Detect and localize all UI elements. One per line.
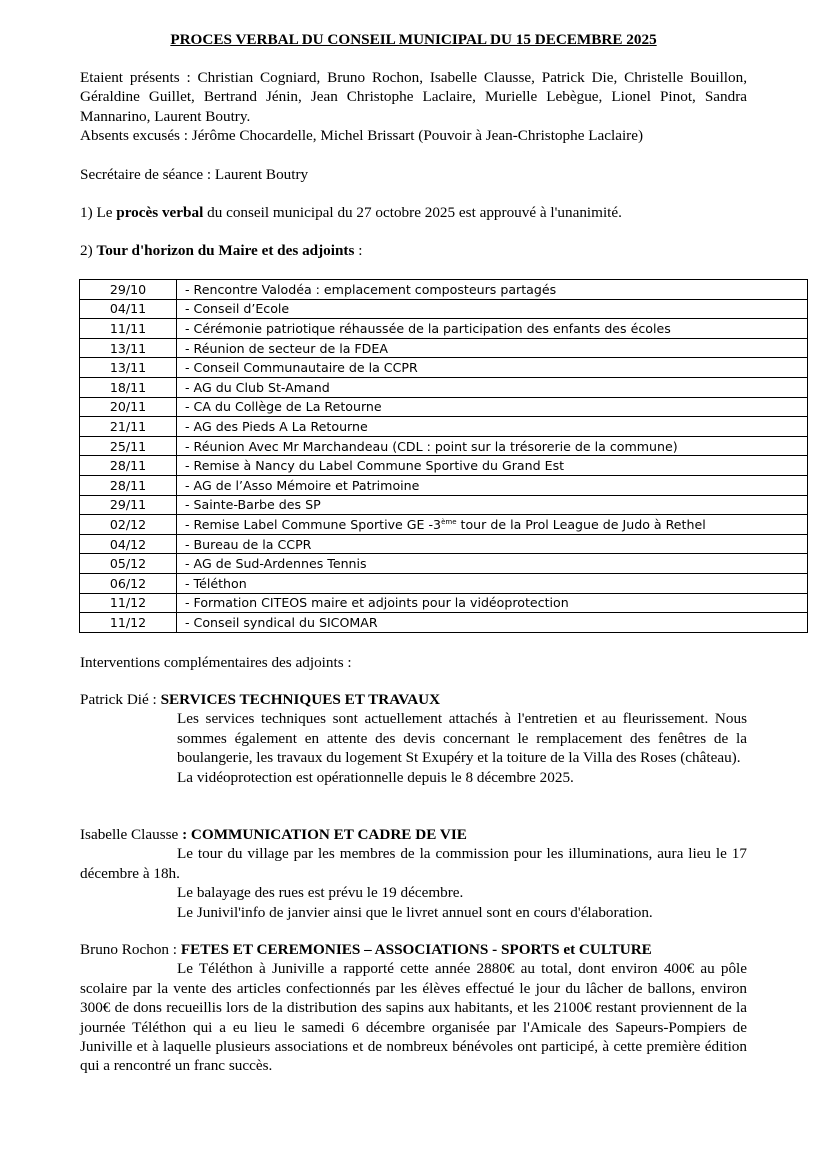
agenda-date: 04/12: [80, 534, 177, 554]
agenda-event: - Réunion de secteur de la FDEA: [177, 338, 808, 358]
agenda-event-text: - Remise Label Commune Sportive GE -3: [185, 516, 442, 532]
agenda-date: 28/11: [80, 475, 177, 495]
absents-list: Absents excusés : Jérôme Chocardelle, Michel Brissart (Pouvoir à Jean-Christophe Laclaire): [80, 127, 644, 145]
section-bruno-p1: Le Téléthon à Juniville a rapporté cette année 2880€ au total, dont environ 400€ au pôle scolaire par la vente des articles confectionnés par les élèves effectué le jour du lâcher de ballons, environ 300€ de dons recueillis lors de la distribution des sapins aux habitants, et les 2100€ restant proviennent de la journée Téléthon qui a eu lieu le samedi 6 décembre organisée par l'Amicale des Sapeurs-Pompiers de Juniville et à laquelle plusieurs associations et de nombreux bénévoles ont participé, à cette première édition qui a rencontré un franc succès.: [80, 960, 747, 1075]
agenda-date: 13/11: [80, 338, 177, 358]
agenda-row: [80, 397, 808, 417]
agenda-date: 25/11: [80, 436, 177, 456]
item-2-bold: Tour d'horizon du Maire et des adjoints: [96, 242, 355, 259]
agenda-event: - Téléthon: [177, 573, 808, 593]
agenda-event: - Conseil d’Ecole: [177, 299, 808, 319]
agenda-event: [177, 515, 808, 535]
interventions-intro: Interventions complémentaires des adjoints :: [80, 654, 352, 671]
agenda-row: [80, 554, 808, 574]
section-bruno-name: Bruno Rochon :: [80, 941, 181, 958]
agenda-date: 28/11: [80, 456, 177, 476]
agenda-event: - AG des Pieds A La Retourne: [177, 417, 808, 437]
agenda-row: [80, 299, 808, 319]
agenda-row: [80, 573, 808, 593]
agenda-date: 06/12: [80, 573, 177, 593]
agenda-row: [80, 338, 808, 358]
agenda-date: 02/12: [80, 515, 177, 535]
secretary-line: Secrétaire de séance : Laurent Boutry: [80, 166, 309, 183]
agenda-event: - CA du Collège de La Retourne: [177, 397, 808, 417]
agenda-event: - Conseil syndical du SICOMAR: [177, 613, 808, 633]
agenda-row: [80, 358, 808, 378]
agenda-event-superscript: ème: [441, 517, 457, 526]
agenda-row: [80, 436, 808, 456]
section-patrick-p1: Les services techniques sont actuellement attachés à l'entretien et au fleurissement. Nous sommes également en attente des devis concernant le remplacement des fenêtres de la boulangerie, les travaux du logement St Exupéry et la toiture de la Villa des Roses (château).: [177, 710, 747, 767]
agenda-row: [80, 456, 808, 476]
agenda-date: 13/11: [80, 358, 177, 378]
section-bruno: [80, 940, 747, 1076]
agenda-date: 11/12: [80, 593, 177, 613]
agenda-event: - AG de l’Asso Mémoire et Patrimoine: [177, 475, 808, 495]
agenda-row: [80, 377, 808, 397]
item-1-bold: procès verbal: [116, 204, 204, 221]
section-patrick: [80, 690, 747, 787]
item-2: [80, 241, 747, 260]
item-2-rest: :: [354, 242, 363, 259]
section-isabelle-p2: Le balayage des rues est prévu le 19 décembre.: [177, 884, 464, 902]
agenda-event: - Cérémonie patriotique réhaussée de la participation des enfants des écoles: [177, 319, 808, 339]
agenda-event: - Formation CITEOS maire et adjoints pour la vidéoprotection: [177, 593, 808, 613]
agenda-row: [80, 417, 808, 437]
agenda-row: [80, 515, 808, 535]
agenda-row: [80, 593, 808, 613]
agenda-event-text-after: tour de la Prol League de Judo à Rethel: [456, 516, 706, 532]
agenda-date: 29/10: [80, 280, 177, 300]
page-title: PROCES VERBAL DU CONSEIL MUNICIPAL DU 15 DECEMBRE 2025: [170, 31, 657, 48]
agenda-date: 04/11: [80, 299, 177, 319]
agenda-event: - AG du Club St-Amand: [177, 377, 808, 397]
agenda-row: [80, 613, 808, 633]
agenda-date: 21/11: [80, 417, 177, 437]
section-patrick-p2: La vidéoprotection est opérationnelle depuis le 8 décembre 2025.: [177, 768, 574, 786]
agenda-event: - Remise à Nancy du Label Commune Sportive du Grand Est: [177, 456, 808, 476]
agenda-event: - AG de Sud-Ardennes Tennis: [177, 554, 808, 574]
agenda-row: [80, 495, 808, 515]
attendance-section: [80, 68, 747, 146]
agenda-event: - Sainte-Barbe des SP: [177, 495, 808, 515]
agenda-row: [80, 475, 808, 495]
agenda-event: - Réunion Avec Mr Marchandeau (CDL : point sur la trésorerie de la commune): [177, 436, 808, 456]
agenda-row: [80, 280, 808, 300]
agenda-date: 18/11: [80, 377, 177, 397]
agenda-date: 11/11: [80, 319, 177, 339]
item-2-prefix: 2): [80, 242, 97, 259]
item-1-rest: du conseil municipal du 27 octobre 2025 est approuvé à l'unanimité.: [203, 204, 622, 221]
section-isabelle-name: Isabelle Clausse: [80, 826, 183, 843]
agenda-row: [80, 319, 808, 339]
presents-list: Etaient présents : Christian Cogniard, Bruno Rochon, Isabelle Clausse, Patrick Die, Christelle Bouillon, Géraldine Guillet, Bertrand Jénin, Jean Christophe Laclaire, Murielle Lebègue, Lionel Pinot, Sandra Mannarino, Laurent Boutry.: [80, 69, 747, 125]
section-patrick-heading: SERVICES TECHNIQUES ET TRAVAUX: [160, 691, 441, 708]
section-isabelle: [80, 825, 747, 922]
agenda-date: 20/11: [80, 397, 177, 417]
item-1: [80, 203, 747, 222]
section-patrick-name: Patrick Dié :: [80, 691, 161, 708]
section-isabelle-heading: : COMMUNICATION ET CADRE DE VIE: [182, 826, 467, 843]
agenda-table: [79, 279, 808, 633]
agenda-date: 29/11: [80, 495, 177, 515]
section-isabelle-p3: Le Junivil'info de janvier ainsi que le livret annuel sont en cours d'élaboration.: [177, 903, 653, 921]
agenda-event: - Rencontre Valodéa : emplacement composteurs partagés: [177, 280, 808, 300]
section-isabelle-p1: Le tour du village par les membres de la commission pour les illuminations, aura lieu le 17 décembre à 18h.: [80, 845, 747, 882]
item-1-prefix: 1) Le: [80, 204, 117, 221]
agenda-event: - Conseil Communautaire de la CCPR: [177, 358, 808, 378]
agenda-event: - Bureau de la CCPR: [177, 534, 808, 554]
agenda-date: 11/12: [80, 613, 177, 633]
section-bruno-heading: FETES ET CEREMONIES – ASSOCIATIONS - SPORTS et CULTURE: [180, 941, 652, 958]
agenda-date: 05/12: [80, 554, 177, 574]
agenda-row: [80, 534, 808, 554]
